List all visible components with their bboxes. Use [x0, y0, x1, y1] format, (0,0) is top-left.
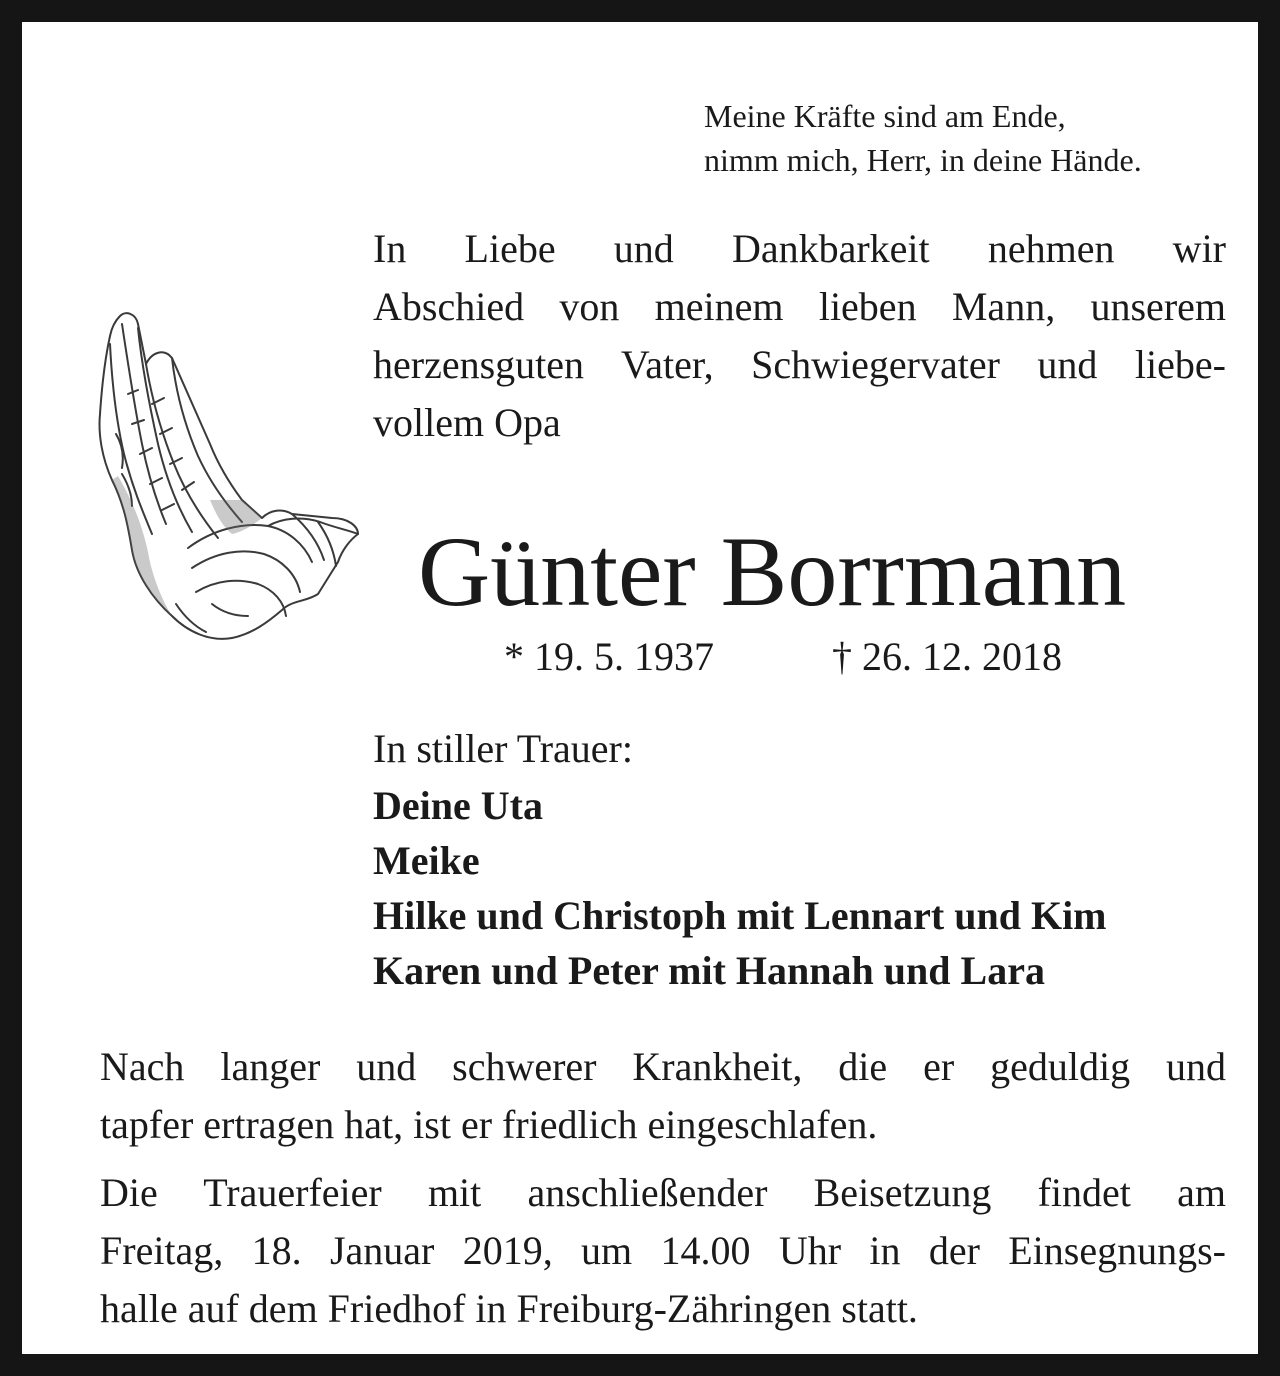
paragraph-line: Freitag, 18. Januar 2019, um 14.00 Uhr in der Einsegnungs- — [100, 1228, 1226, 1273]
birth-date: * 19. 5. 1937 — [504, 634, 714, 679]
mourner-name: Deine Uta — [373, 783, 543, 828]
deceased-name: Günter Borrmann — [418, 516, 1127, 627]
funeral-paragraph — [100, 1164, 1226, 1338]
motto-line: Meine Kräfte sind am Ende, — [704, 98, 1066, 134]
intro-line: In Liebe und Dankbarkeit nehmen wir — [373, 226, 1226, 271]
mourner-name: Hilke und Christoph mit Lennart und Kim — [373, 893, 1107, 938]
motto-line: nimm mich, Herr, in deine Hände. — [704, 142, 1142, 178]
paragraph-line: Nach langer und schwerer Krankheit, die er geduldig und — [100, 1044, 1226, 1089]
intro-line: Abschied von meinem lieben Mann, unserem — [373, 284, 1226, 329]
illness-paragraph — [100, 1038, 1226, 1154]
paragraph-line: tapfer ertragen hat, ist er friedlich eingeschlafen. — [100, 1102, 878, 1147]
mourners-label: In stiller Trauer: — [373, 726, 633, 771]
mourner-name: Meike — [373, 838, 480, 883]
paragraph-line: halle auf dem Friedhof in Freiburg-Zähringen statt. — [100, 1286, 918, 1331]
death-date: † 26. 12. 2018 — [832, 634, 1062, 679]
paragraph-line: Die Trauerfeier mit anschließender Beisetzung findet am — [100, 1170, 1226, 1215]
mourner-name: Karen und Peter mit Hannah und Lara — [373, 948, 1045, 993]
intro-line: herzensguten Vater, Schwiegervater und liebe- — [373, 342, 1226, 387]
mourners-list — [373, 778, 1253, 998]
intro-line: vollem Opa — [373, 400, 561, 445]
motto-verse — [704, 94, 1244, 182]
praying-hands-icon — [92, 304, 364, 646]
intro-text — [373, 220, 1226, 452]
